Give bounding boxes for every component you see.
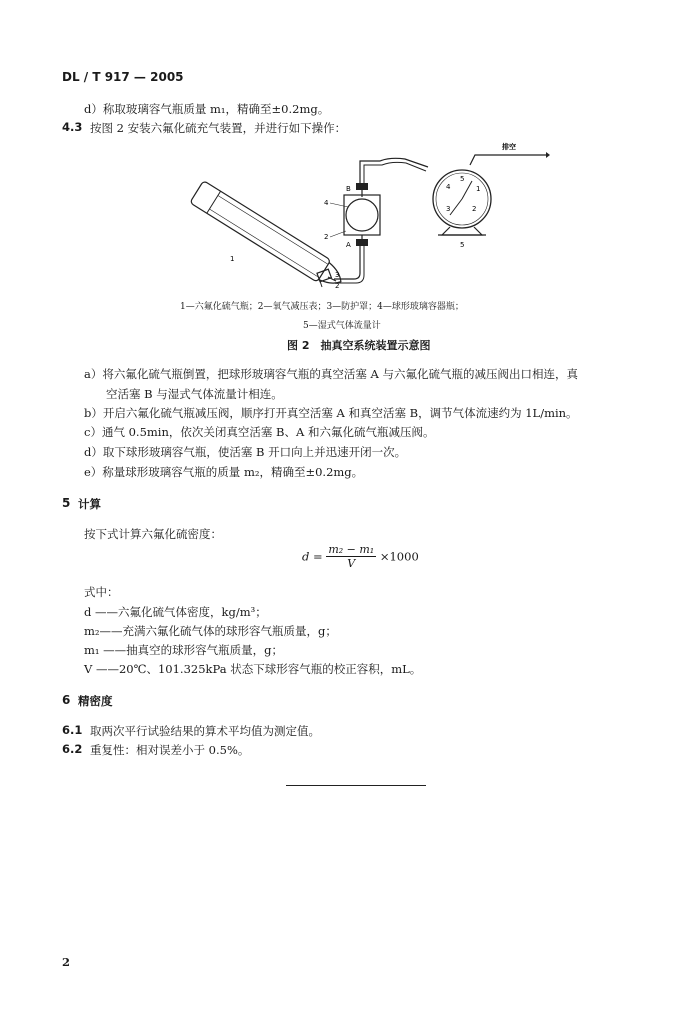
dial-3: 3 — [446, 205, 451, 213]
where-label: 式中： — [84, 585, 119, 599]
label-5: 5 — [460, 241, 465, 249]
dial-4: 4 — [446, 183, 451, 191]
label-4: 4 — [324, 199, 329, 207]
section-4-3-number: 4.3 — [62, 120, 83, 134]
density-formula — [302, 543, 419, 570]
vacuum-system-diagram — [150, 135, 550, 295]
variable-m1: m₁ ——抽真空的球形容气瓶质量，g； — [84, 643, 284, 657]
valve-a — [356, 239, 368, 246]
dial-2: 2 — [472, 205, 477, 213]
valve-b — [356, 183, 368, 190]
dial-5: 5 — [460, 175, 465, 183]
pipe-b-to-flowmeter-inner — [364, 162, 426, 185]
section-4-3-text: 按图 2 安装六氟化硫充气装置，并进行如下操作： — [90, 121, 347, 135]
variable-d: d ——六氟化硫气体密度，kg/m³； — [84, 605, 267, 619]
flowmeter-outlet-pipe — [470, 155, 490, 165]
protective-cover — [344, 195, 380, 235]
exhaust-arrow-icon — [546, 152, 550, 158]
section-5-number: 5 — [62, 496, 71, 510]
end-rule — [286, 785, 426, 786]
formula-lhs: d = — [302, 549, 323, 564]
label-1: 1 — [230, 255, 235, 263]
item-6-2-text: 重复性：相对误差小于 0.5%。 — [90, 743, 250, 757]
step-e: e）称量球形玻璃容气瓶的质量 m₂，精确至±0.2mg。 — [84, 465, 364, 479]
document-code: DL / T 917 — 2005 — [62, 70, 184, 84]
formula-intro: 按下式计算六氟化硫密度： — [84, 527, 222, 541]
section-5-title: 计算 — [78, 497, 101, 511]
glass-flask — [346, 199, 378, 231]
figure-legend-line1: 1—六氟化硫气瓶；2—氧气减压表；3—防护罩；4—球形玻璃容器瓶； — [180, 302, 464, 312]
section-6-title: 精密度 — [78, 694, 113, 708]
formula-numerator: m₂ − m₁ — [328, 543, 375, 556]
variable-m2: m₂——充满六氟化硫气体的球形容气瓶质量，g； — [84, 624, 337, 638]
step-b: b）开启六氟化硫气瓶减压阀，顺序打开真空活塞 A 和真空活塞 B，调节气体流速约为 1L/min。 — [84, 406, 578, 420]
step-a-line1: a）将六氟化硫气瓶倒置，把球形玻璃容气瓶的真空活塞 A 与六氟化硫气瓶的减压阀出口相连，真 — [84, 367, 578, 381]
label-a: A — [346, 241, 351, 249]
label-3: 3 — [335, 271, 340, 279]
label-b: B — [346, 185, 351, 193]
item-6-1-number: 6.1 — [62, 723, 83, 737]
step-c: c）通气 0.5min，依次关闭真空活塞 B、A 和六氟化硫气瓶减压阀。 — [84, 425, 435, 439]
item-6-1-text: 取两次平行试验结果的算术平均值为测定值。 — [90, 724, 320, 738]
formula-rhs: ×1000 — [379, 549, 419, 564]
dial-1: 1 — [476, 185, 481, 193]
formula-denominator: V — [347, 557, 356, 570]
flowmeter-needle — [462, 181, 472, 199]
step-d: d）取下球形玻璃容气瓶，使活塞 B 开口向上并迅速开闭一次。 — [84, 445, 407, 459]
section-6-number: 6 — [62, 693, 71, 707]
exhaust-label: 排空 — [502, 143, 516, 151]
label-2-gauge: 2 — [324, 233, 329, 241]
step-a-line2: 空活塞 B 与湿式气体流量计相连。 — [106, 387, 283, 401]
label-2-valve: 2 — [335, 282, 340, 290]
page-number: 2 — [62, 955, 71, 969]
step-d-weigh: d）称取玻璃容气瓶质量 m₁，精确至±0.2mg。 — [84, 102, 330, 116]
item-6-2-number: 6.2 — [62, 742, 83, 756]
figure-legend-line2: 5—湿式气体流量计 — [303, 321, 381, 331]
figure-title: 图 2 抽真空系统装置示意图 — [287, 339, 431, 352]
formula-fraction — [326, 543, 376, 570]
variable-v: V ——20℃、101.325kPa 状态下球形容气瓶的校正容积，mL。 — [84, 662, 422, 676]
